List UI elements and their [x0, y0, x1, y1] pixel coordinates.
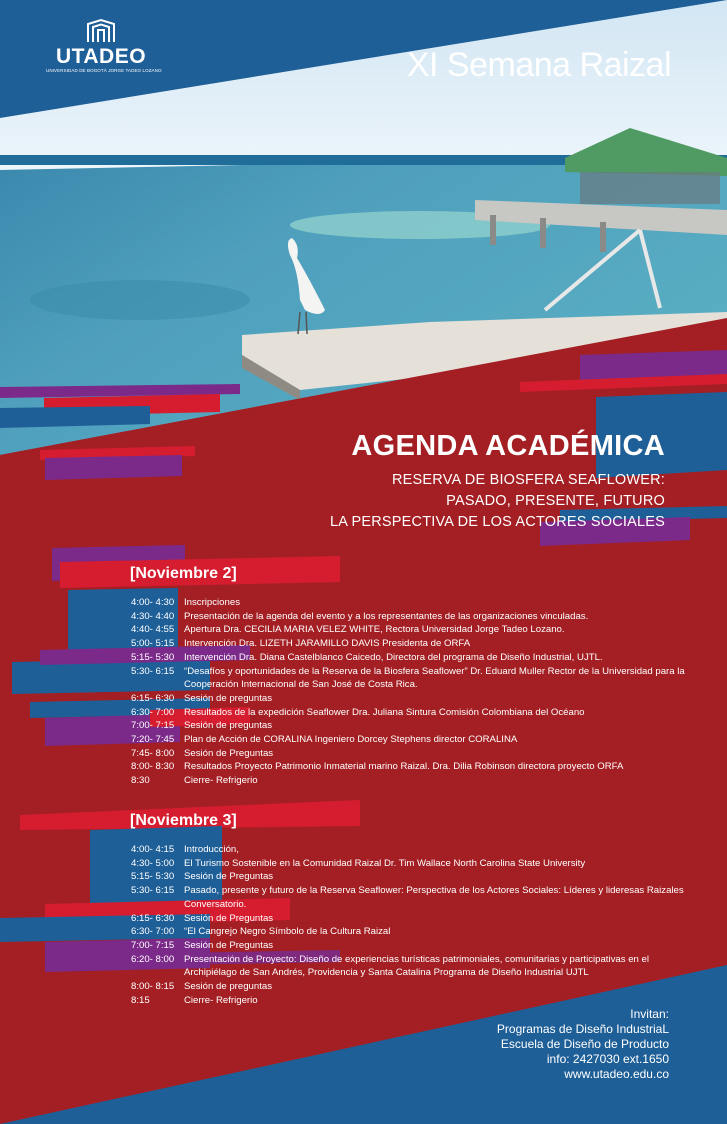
schedule-time: 4:00- 4:15	[131, 844, 175, 855]
agenda-subtitle-line: RESERVA DE BIOSFERA SEAFLOWER:	[392, 472, 665, 488]
schedule-time: 8:30	[131, 775, 150, 787]
schedule-time: 6:30- 7:00	[131, 926, 175, 938]
schedule-description: Presentación de la agenda del evento y a los representantes de las organizaciones vinculadas.	[184, 610, 589, 622]
schedule-item	[131, 706, 691, 720]
schedule-item	[131, 980, 691, 994]
schedule-description: Inscripciones	[184, 597, 240, 608]
schedule-description: Sesión de preguntas	[184, 692, 273, 704]
footer-line: Programas de Diseño IndustriaL	[496, 1022, 669, 1036]
schedule-item	[131, 843, 691, 857]
schedule-item	[131, 912, 691, 926]
schedule-description: Plan de Acción de CORALINA Ingeniero Dorcey Stephens director CORALINA	[184, 734, 518, 746]
schedule-time: 6:15- 6:30	[131, 912, 175, 924]
schedule-item	[131, 994, 691, 1008]
schedule-item	[131, 760, 691, 774]
agenda-subtitle-line: LA PERSPECTIVA DE LOS ACTORES SOCIALES	[329, 514, 665, 530]
schedule-description: Sesión de Preguntas	[184, 912, 274, 924]
schedule-description: Sesión de Preguntas	[184, 871, 274, 883]
schedule-item	[131, 939, 691, 953]
schedule-item	[131, 596, 691, 610]
schedule-description: Intervención Dra. LIZETH JARAMILLO DAVIS Presidenta de ORFA	[184, 638, 471, 650]
brand-name: UTADEO	[55, 45, 147, 68]
schedule-time: 5:30- 6:15	[131, 665, 175, 677]
schedule-description: Cierre- Refrigerio	[184, 994, 258, 1006]
schedule-item	[131, 925, 691, 939]
schedule-description: Pasado, presente y futuro de la Reserva Seaflower: Perspectiva de los Actores Sociales: Líderes y lideresas Raizales Conversatorio.	[184, 885, 684, 910]
schedule-time: 4:30- 5:00	[131, 857, 175, 869]
schedule-description: Apertura Dra. CECILIA MARIA VELEZ WHITE, Rectora Universidad Jorge Tadeo Lozano.	[184, 624, 565, 636]
schedule-time: 6:30- 7:00	[131, 706, 175, 718]
schedule-item	[131, 623, 691, 637]
schedule-time: 4:30- 4:40	[131, 610, 175, 622]
schedule-time: 4:00- 4:30	[131, 597, 175, 608]
schedule-item	[131, 692, 691, 706]
schedule-item	[131, 747, 691, 761]
schedule-description: Cierre- Refrigerio	[184, 775, 258, 787]
schedule-item	[131, 651, 691, 665]
schedule-item	[131, 637, 691, 651]
footer-contact	[497, 1007, 669, 1082]
schedule-time: 8:00- 8:30	[131, 761, 175, 773]
schedule-time: 5:00- 5:15	[131, 638, 175, 650]
schedule-time: 5:15- 5:30	[131, 651, 175, 663]
schedule-item	[131, 870, 691, 884]
schedule-time: 5:30- 6:15	[131, 885, 175, 897]
schedule-time: 7:00- 7:15	[131, 939, 175, 951]
agenda-subtitle-line: PASADO, PRESENTE, FUTURO	[446, 493, 665, 509]
schedule-list	[131, 843, 691, 1007]
schedule-description: “El Cangrejo Negro Símbolo de la Cultura Raizal	[184, 926, 391, 938]
schedule-item	[131, 733, 691, 747]
schedule-time: 8:00- 8:15	[131, 981, 175, 993]
schedule-time: 7:00- 7:15	[131, 720, 175, 732]
brand-tagline: UNIVERSIDAD DE BOGOTÁ JORGE TADEO LOZANO	[46, 68, 162, 73]
schedule-description: Presentación de Proyecto: Diseño de experiencias turísticas patrimoniales, comunitarias y participativas en el Archipiélago de San Andrés, Providencia y Santa Catalina Programa de Diseño Industrial UJTL	[184, 953, 649, 979]
agenda-title: AGENDA ACADÉMICA	[351, 430, 665, 462]
schedule-item	[131, 774, 691, 788]
schedule-time: 6:15- 6:30	[131, 692, 175, 704]
schedule-item	[131, 884, 691, 911]
event-title: XI Semana Raizal	[406, 46, 671, 84]
schedule-list	[131, 596, 691, 788]
day-heading: [Noviembre 3]	[130, 812, 237, 829]
schedule-time: 7:20- 7:45	[131, 734, 175, 746]
schedule-item	[131, 610, 691, 624]
schedule-time: 8:15	[131, 994, 150, 1006]
footer-website: www.utadeo.edu.co	[564, 1067, 669, 1081]
schedule-time: 4:40- 4:55	[131, 624, 175, 636]
logo-building-icon	[86, 18, 116, 44]
footer-line: info: 2427030 ext.1650	[546, 1052, 669, 1066]
schedule-description: Introducción,	[184, 844, 239, 855]
schedule-description: Sesión de Preguntas	[184, 939, 274, 951]
schedule-description: Intervención Dra. Diana Castelblanco Caicedo, Directora del programa de Diseño Industrial, UJTL.	[184, 651, 603, 663]
schedule-time: 7:45- 8:00	[131, 747, 175, 759]
schedule-description: Sesión de preguntas	[184, 720, 273, 732]
schedule-description: Sesión de Preguntas	[184, 747, 274, 759]
schedule-item	[131, 665, 691, 692]
schedule-description: “Desafíos y oportunidades de la Reserva de la Biosfera Seaflower” Dr. Eduard Muller Rector de la Universidad para la Cooperación Internacional de San José de Costa Rica.	[184, 665, 685, 691]
schedule-item	[131, 719, 691, 733]
schedule-time: 5:15- 5:30	[131, 871, 175, 883]
utadeo-logo	[46, 18, 162, 74]
schedule-time: 6:20- 8:00	[131, 953, 175, 965]
footer-line: Invitan:	[630, 1007, 669, 1021]
schedule-description: Sesión de preguntas	[184, 981, 273, 993]
schedule-item	[131, 857, 691, 871]
footer-line: Escuela de Diseño de Producto	[500, 1037, 669, 1051]
schedule-item	[131, 953, 691, 980]
schedule-description: Resultados de la expedición Seaflower Dra. Juliana Sintura Comisión Colombiana del Océano	[184, 706, 585, 718]
day-heading: [Noviembre 2]	[130, 565, 237, 582]
schedule-description: El Turismo Sostenible en la Comunidad Raizal Dr. Tim Wallace North Carolina State University	[184, 857, 586, 869]
schedule-description: Resultados Proyecto Patrimonio Inmaterial marino Raizal. Dra. Dilia Robinson directora proyecto ORFA	[184, 761, 624, 773]
